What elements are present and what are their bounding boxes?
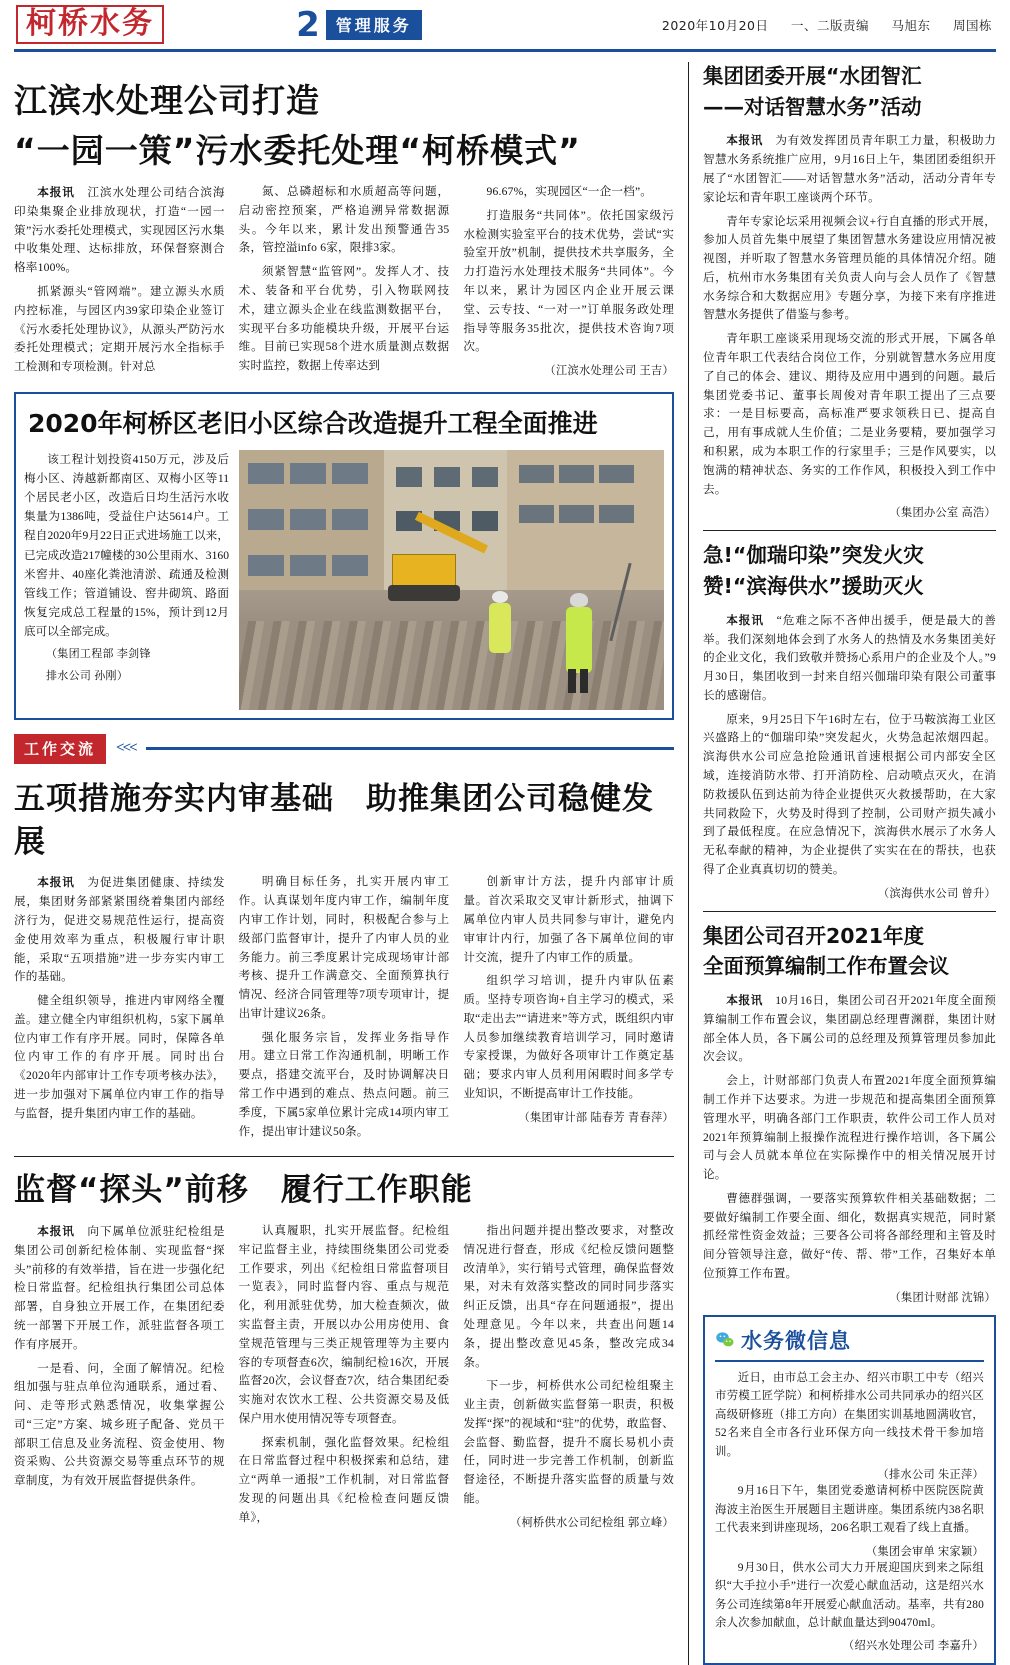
article-fire-rescue-title-2: 赞!“滨海供水”援助灭火	[703, 574, 924, 598]
masthead-meta	[644, 16, 992, 34]
article-internal-audit-col-3	[463, 873, 674, 1146]
publication-logo: 柯桥水务	[16, 5, 164, 45]
paragraph: 下一步，柯桥供水公司纪检组聚主业主责，创新做实监督第一职责，积极发挥“探”的视域和“驻”的优势，敢监督、会监督、勤监督，提升不腐长易机小责任，同时进一步完善工作机制，创新监督途径，不断提升落实监督的质量与效能。	[463, 1379, 675, 1506]
editor-label: 一、二版责编	[790, 17, 869, 33]
article-supervision-columns	[14, 1222, 674, 1533]
paragraph-text: 为有效发挥团员青年职工力量，积极助力智慧水务系统推广应用，9月16日上午，集团团委组织开展了“水团智汇——对话智慧水务”活动，活动分青年专家论坛和青年职工座谈两个环节。	[703, 134, 996, 204]
article-byline: （柯桥供水公司纪检组 郭立峰）	[510, 1516, 675, 1529]
article-budget-meeting	[703, 922, 996, 1305]
section-banner-exchange	[14, 734, 674, 764]
feature-byline-2: 排水公司 孙刚）	[46, 670, 129, 683]
article-byline: （集团办公室 高浩）	[889, 507, 996, 520]
article-jiangbin-col-3	[463, 183, 674, 382]
lead-label: 本报讯	[37, 185, 75, 200]
page-body	[14, 52, 996, 1665]
paragraph: 该工程计划投资4150万元，涉及后梅小区、涛越新都南区、双梅小区等11个居民老小区，改造后日均生活污水收集量为1386吨，受益住户达5614户。工程自2020年9月22日正式进场施工以来，已完成改造217幢楼的30公里雨水、3160米窖井、40座化粪池清淤、疏通及检测管线工作；管道铺设、窖井砌筑、路面恢复完成总工程量的15%，预计到12月底可以全部完成。	[24, 452, 229, 638]
paragraph: 青年专家论坛采用视频会议+行自直播的形式开展，参加人员首先集中展望了集团智慧水务建设应用情况被视图，并听取了智慧水务管理员能的具体情况介绍。随后，杭州市水务集团有关负责人向与会人员作了《智慧水务综合和大数据应用》专题分享，为接下来有序推进智慧水务提供了借鉴与参考。	[703, 214, 996, 322]
article-jiangbin-col-2	[239, 183, 450, 382]
lead-label: 本报讯	[726, 133, 764, 148]
feature-caption	[24, 450, 229, 710]
paragraph: 抓紧源头“管网端”。建立源头水质内控标准，与园区内39家印染企业签订《污水委托处理协议》，从源头严防污水委托处理模式；定期开展污水全指标手工检测和专项检测。针对总	[14, 284, 225, 374]
article-supervision-title: 监督“探头”前移 履行工作职能	[14, 1172, 473, 1209]
paragraph	[14, 873, 225, 987]
lead-label: 本报讯	[37, 875, 75, 890]
paragraph: 氮、总磷超标和水质超高等问题，启动密控预案，严格追溯异常数据源头。今年以来，累计发出预警通告35条，管控溢info 6家，限排3家。	[238, 185, 450, 255]
horizontal-rule	[14, 1156, 674, 1157]
paragraph: 指出问题并提出整改要求，对整改情况进行督查，形成《纪检反馈问题整改清单》，实行销号式管理，确保监督效果，对未有效落实整改的同时同步落实纠正反馈，出具“存在问题通报”，提出处理意见。今年以来，共查出问题14条，提出整改意见45条，整改完成34条。	[463, 1224, 675, 1369]
paragraph-text: 为促进集团健康、持续发展，集团财务部紧紧围绕着集团内部经济行为，促进交易规范性运行，提高资金使用效率为重点，积极履行审计职能，采取“五项措施”进一步夯实内审工作的基础。	[14, 876, 225, 984]
editor-name-2: 周国栋	[952, 17, 992, 33]
article-internal-audit	[14, 778, 674, 1146]
lead-label: 本报讯	[726, 612, 764, 627]
article-supervision	[14, 1169, 674, 1532]
left-column	[14, 62, 689, 1665]
lead-label: 本报讯	[37, 1224, 75, 1239]
article-byline: （江滨水处理公司 王吉）	[544, 365, 675, 378]
chevron-left-icon: <<<	[116, 740, 136, 757]
article-supervision-col-2	[239, 1222, 450, 1533]
paragraph: 认真履职，扎实开展监督。纪检组牢记监督主业，持续围绕集团公司党委工作要求，列出《纪检组日常监督项目一览表》，同时监督内容、重点与规范化，利用派驻优势，加大检查频次，做实监督主责，开展以办公用房使用、食堂规范管理与三类正规管理等为主要内容的专项督查6次，编制纪检16次，开展监督20次，会议督查7次，结合集团纪委实施对农饮水工程、公共资源交易及低保户用水使用情况等专项督查。	[238, 1224, 450, 1425]
right-column	[689, 62, 996, 1665]
feature-body	[24, 450, 664, 710]
article-jiangbin-col-1	[14, 183, 225, 382]
paragraph: 9月16日下午，集团党委邀请柯桥中医院医院黄海波主治医生开展题目主题讲座。集团系统内38名职工代表来到讲座现场，206名职工观看了线上直播。	[715, 1485, 984, 1535]
paragraph-text: 10月16日，集团公司召开2021年度全面预算编制工作布置会议，集团副总经理曹渊群，集团计财部全体人员，各下属公司的总经理及预算管理员参加此次会议。	[703, 994, 996, 1064]
lead-label: 本报讯	[726, 993, 763, 1008]
paragraph: 青年职工座谈采用现场交流的形式开展，下属各单位青年职工代表结合岗位工作，分别就智慧水务应用度了自己的体会、建议、期待及应用中遇到的问题。最后集团党委书记、董事长周俊对青年职工提出了三点要求：一是目标要高，高标准严要求领秩日已、提高自己，用有事成就人生价值；二是业务要精，要加强学习和积累，成为本职工作的行家里手；三是作风要实，以饱满的精神状态、务实的工作作风，积极投入到工作中去。	[703, 332, 996, 496]
horizontal-rule	[703, 911, 996, 912]
article-fire-rescue-title-1: 急!“伽瑞印染”突发火灾	[703, 543, 924, 568]
article-budget-meeting-title-2: 全面预算编制工作布置会议	[703, 954, 949, 979]
horizontal-rule	[703, 530, 996, 531]
article-fire-rescue	[703, 541, 996, 900]
editor-name-1: 马旭东	[891, 17, 931, 33]
paragraph: 健全组织领导，推进内审网络全覆盖。建立健全内审组织机构，5家下属单位内审工作有序开展。同时，保障各单位内审工作的有序开展。同时出台《2020年内部审计工作专项考核办法》，进一步加强对下属单位内审工作的指导与监督，提升集团内审工作的基础。	[14, 994, 225, 1120]
paragraph: 曹德群强调，一要落实预算软件相关基础数据；二要做好编制工作要全面、细化，数据真实规范，同时紧抓经常性资金效益；三要各公司将各部经理和主管及时间分管领导注意，做好“传、帮、带”工作，召集好本单位预算工作布置。	[703, 1191, 996, 1281]
feature-byline-1: （集团工程部 李剑锋	[46, 648, 151, 661]
wechat-news-box	[703, 1315, 996, 1665]
wechat-byline-3: （绍兴水处理公司 李嘉升）	[843, 1640, 984, 1653]
banner-rule	[146, 747, 674, 750]
paragraph: 一是看、问，全面了解情况。纪检组加强与驻点单位沟通联系，通过看、问、走等形式熟悉情况，收集掌握公司“三定”方案、城乡班子配备、党员干部职工信息及业务流程、资金使用、物资采购、公共资源交易等重点环节的规章制度，为有效开展监督提供条件。	[14, 1361, 225, 1488]
article-internal-audit-col-1	[14, 873, 225, 1146]
feature-title: 2020年柯桥区老旧小区综合改造提升工程全面推进	[28, 408, 598, 438]
page-section-marker	[296, 4, 422, 45]
paragraph: 须紧智慧“监管网”。发挥人才、技术、装备和平台优势，引入物联网技术，建立源头企业在线监测数据平台，实现平台多功能模块升级，开展平台运维。目前已实现58个进水质量测点数据实时监控，数据上传率达到	[238, 265, 450, 373]
issue-date: 2020年10月20日	[661, 17, 769, 33]
paragraph-text: “危难之际不吝伸出援手，便是最大的善举。我们深刻地体会到了水务人的热情及水务集团美好的企业文化，我们致敬并赞扬心系用户的企业及个人。”9月30日，集团收到一封来自绍兴伽瑞印染有限公司董事长的感谢信。	[703, 613, 996, 702]
article-byline: （滨海供水公司 曾升）	[878, 887, 996, 900]
article-supervision-col-3	[463, 1222, 674, 1533]
article-jiangbin-title-1: 江滨水处理公司打造	[14, 81, 320, 120]
article-youth-league	[703, 62, 996, 520]
masthead	[14, 0, 996, 52]
article-supervision-col-1	[14, 1222, 225, 1533]
paragraph: 创新审计方法，提升内部审计质量。首次采取交叉审计新形式，抽调下属单位内审人员共同参与审计，避免内审审计内行，加强了各下属单位间的审计交流，提升了内审工作的质量。	[463, 875, 675, 964]
paragraph: 近日，由市总工会主办、绍兴市职工中专（绍兴市劳模工匠学院）和柯桥排水公司共同承办的绍兴区高级研修班（排工方向）在集团实训基地圆满收官，52名来自全市各行业环保方向一线技术骨干参加培训。	[715, 1371, 984, 1458]
article-internal-audit-col-2	[239, 873, 450, 1146]
paragraph-text: 江滨水处理公司结合滨海印染集聚企业排放现状，打造“一园一策”污水委托处理模式，实现园区污水集中收集处理、达标排放，环保督察测合格率100%。	[14, 186, 225, 275]
article-jiangbin	[14, 78, 674, 382]
paragraph	[14, 1222, 225, 1354]
feature-box	[14, 392, 674, 720]
article-byline: （集团计财部 沈锦）	[889, 1291, 996, 1304]
wechat-byline-1: （排水公司 朱正萍）	[877, 1469, 984, 1482]
paragraph: 96.67%，实现园区“一企一档”。	[486, 185, 653, 199]
paragraph: 强化服务宗旨，发挥业务指导作用。建立日常工作沟通机制，明晰工作要点，搭建交流平台，及时协调解决日常工作中遇到的难点、热点问题。前三季度，下属5家单位累计完成14项内审工作，提出审计建议50条。	[238, 1030, 450, 1138]
paragraph: 探索机制，强化监督效果。纪检组在日常监督过程中积极探索和总结，建立“两单一通报”工作机制，对日常监督发现的问题出具《纪检检查问题反馈单》，	[238, 1435, 450, 1524]
wechat-icon	[715, 1330, 735, 1350]
article-youth-league-title-1: 集团团委开展“水团智汇	[703, 64, 922, 88]
article-jiangbin-title-2: “一园一策”污水委托处理“柯桥模式”	[14, 130, 581, 170]
article-jiangbin-columns	[14, 183, 674, 382]
paragraph	[703, 991, 996, 1067]
article-internal-audit-title: 五项措施夯实内审基础 助推集团公司稳健发展	[14, 780, 654, 860]
article-byline: （集团审计部 陆春芳 青春萍）	[518, 1111, 675, 1124]
paragraph: 9月30日，供水公司大力开展迎国庆到来之际组织“大手拉小手”进行一次爱心献血活动，这是绍兴水务公司连续第8年开展爱心献血活动。基率，共有280余人次参加献血，总计献血量达到90470ml。	[715, 1561, 984, 1629]
paragraph: 会上，计财部部门负责人布置2021年度全面预算编制工作并下达要求。为进一步规范和提高集团全面预算管理水平，明确各部门工作职责，软件公司工作人员对2021年预算编制上报操作流程进行操作培训，各下属公司与会人员就本单位在实际操作中的相关情况展开讨论。	[703, 1074, 996, 1182]
article-internal-audit-columns	[14, 873, 674, 1146]
paragraph	[703, 131, 996, 207]
paragraph: 明确目标任务，扎实开展内审工作。认真谋划年度内审工作，编制年度内审工作计划，同时，积极配合参与上级部门监督审计，提升了内审人员的业务能力。前三季度累计完成现场审计部考核、提升工作满意交、全面预算执行情况、经济合同管理等7项专项审计，提出审计建议26条。	[238, 875, 450, 1020]
wechat-byline-2: （集团会审单 宋家颖）	[866, 1545, 984, 1558]
construction-photo	[239, 450, 664, 710]
paragraph-text: 向下属单位派驻纪检组是集团公司创新纪检体制、实现监督“探头”前移的有效举措，旨在进一步强化纪检日常监督。纪检组执行集团公司总体部署，自身独立开展工作，在集团纪委统一部署下开展工作，派驻监督各项工作有序展开。	[14, 1225, 225, 1351]
paragraph: 打造服务“共同体”。依托国家级污水检测实验室平台的技术优势，尝试“实验室开放”机制，提供技术共享服务，全力打造污水处理技术服务“共同体”。今年以来，累计为园区内企业开展云课堂、云专技、“一对一”订单服务政处理指导等服务35批次，提供技术咨询7项次。	[463, 208, 675, 354]
page-number: 2	[296, 4, 320, 45]
paragraph	[14, 183, 225, 278]
paragraph: 组织学习培训，提升内审队伍素质。坚持专项咨询+自主学习的模式，采取“走出去”“请进来”等方式，既组织内审人员参加继续教育培训学习，同时邀请专家授课，为做好各项审计工作奠定基础；要求内审人员利用闲暇时间多学专业知识，不断提高审计工作技能。	[463, 974, 675, 1100]
article-budget-meeting-title-1: 集团公司召开2021年度	[703, 923, 925, 948]
wechat-news-title: 水务微信息	[741, 1328, 851, 1353]
section-banner-label: 工作交流	[14, 734, 106, 764]
section-tag: 管理服务	[326, 10, 422, 40]
wechat-news-header	[715, 1325, 984, 1362]
paragraph: 原来，9月25日下午16时左右，位于马鞍滨海工业区兴盛路上的“伽瑞印染”突发起火，火势急起浓烟四起。滨海供水公司应急抢险通讯首速根据公司内部安全区域，连接消防水带、打开消防栓、启动喷点灭火，在消防救援队伍到达前为待企业提供灭火救援帮助，在大家共同救险下，火势及时得到了控制，公司财产损失减小到了最低程度。在应急情况下，滨海供水展示了水务人无私奉献的精神，为企业提供了实实在在的帮扶，也获得了企业真真切切的赞美。	[703, 712, 996, 876]
paragraph	[703, 611, 996, 706]
article-youth-league-title-2: ——对话智慧水务”活动	[703, 94, 922, 119]
